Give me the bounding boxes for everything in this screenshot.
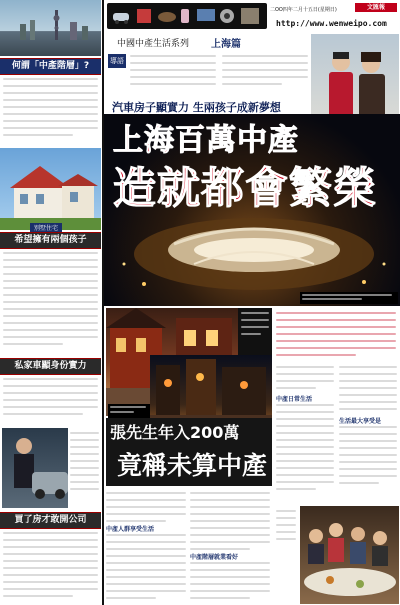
feature-subhead-1: 中產人群享受生活 xyxy=(106,526,155,533)
right-subhead-1: 中產日常生活 xyxy=(276,396,313,403)
man-car-photo xyxy=(2,428,68,508)
sidebar-section-3: 買了房才敢開公司 xyxy=(0,512,101,529)
ad-label: 別墅住宅 xyxy=(30,223,62,232)
series-bar xyxy=(107,33,307,50)
right-col-c xyxy=(276,508,298,598)
headline-kicker: 汽車房子顯實力 生兩孩子成新夢想 xyxy=(112,101,281,114)
stadium-caption xyxy=(300,292,398,304)
newspaper-logo: 文匯報 xyxy=(355,3,397,12)
dinner-party-photo xyxy=(300,506,399,604)
right-col-b xyxy=(339,364,399,504)
masthead-icon-strip xyxy=(107,3,267,29)
right-subhead-2: 生活最大享受是 xyxy=(339,418,382,425)
sidebar-title: 何謂「中產階層」? xyxy=(0,58,101,75)
sidebar-text-block-5 xyxy=(3,530,99,602)
feature-text-col-1 xyxy=(106,490,188,605)
series-label: 中國中產生活系列 xyxy=(117,39,190,49)
feature-text-col-2 xyxy=(190,490,272,605)
feature-kicker: 張先生年入200萬 xyxy=(110,423,240,442)
villa-photo xyxy=(0,148,101,230)
right-col-a xyxy=(276,364,336,504)
series-city: 上海篇 xyxy=(211,39,241,50)
sidebar-text-block-1 xyxy=(3,76,99,146)
sidebar-text-block-4 xyxy=(70,430,100,506)
intro-label: 導語 xyxy=(108,54,126,68)
skyline-photo xyxy=(0,0,101,56)
headline-line1: 上海百萬中產 xyxy=(113,123,299,158)
right-text-block-1 xyxy=(276,310,398,360)
intro-text xyxy=(130,53,308,97)
feature-title: 竟稱未算中產 xyxy=(117,451,268,480)
headline-line2: 造就都會繁榮 xyxy=(113,164,377,214)
sidebar-text-block-3 xyxy=(3,376,99,426)
feature-subhead-2: 中產階層就業看好 xyxy=(190,554,239,561)
sidebar-text-block-2 xyxy=(3,250,99,355)
sidebar-section-1: 希望擁有兩個孩子 xyxy=(0,232,101,249)
site-url: http://www.wenweipo.com xyxy=(276,19,387,28)
street-caption xyxy=(238,308,272,356)
page-date: 二OO四年二月十五日(星期日) xyxy=(270,7,337,13)
sidebar-section-2: 私家車顯身份實力 xyxy=(0,358,101,375)
